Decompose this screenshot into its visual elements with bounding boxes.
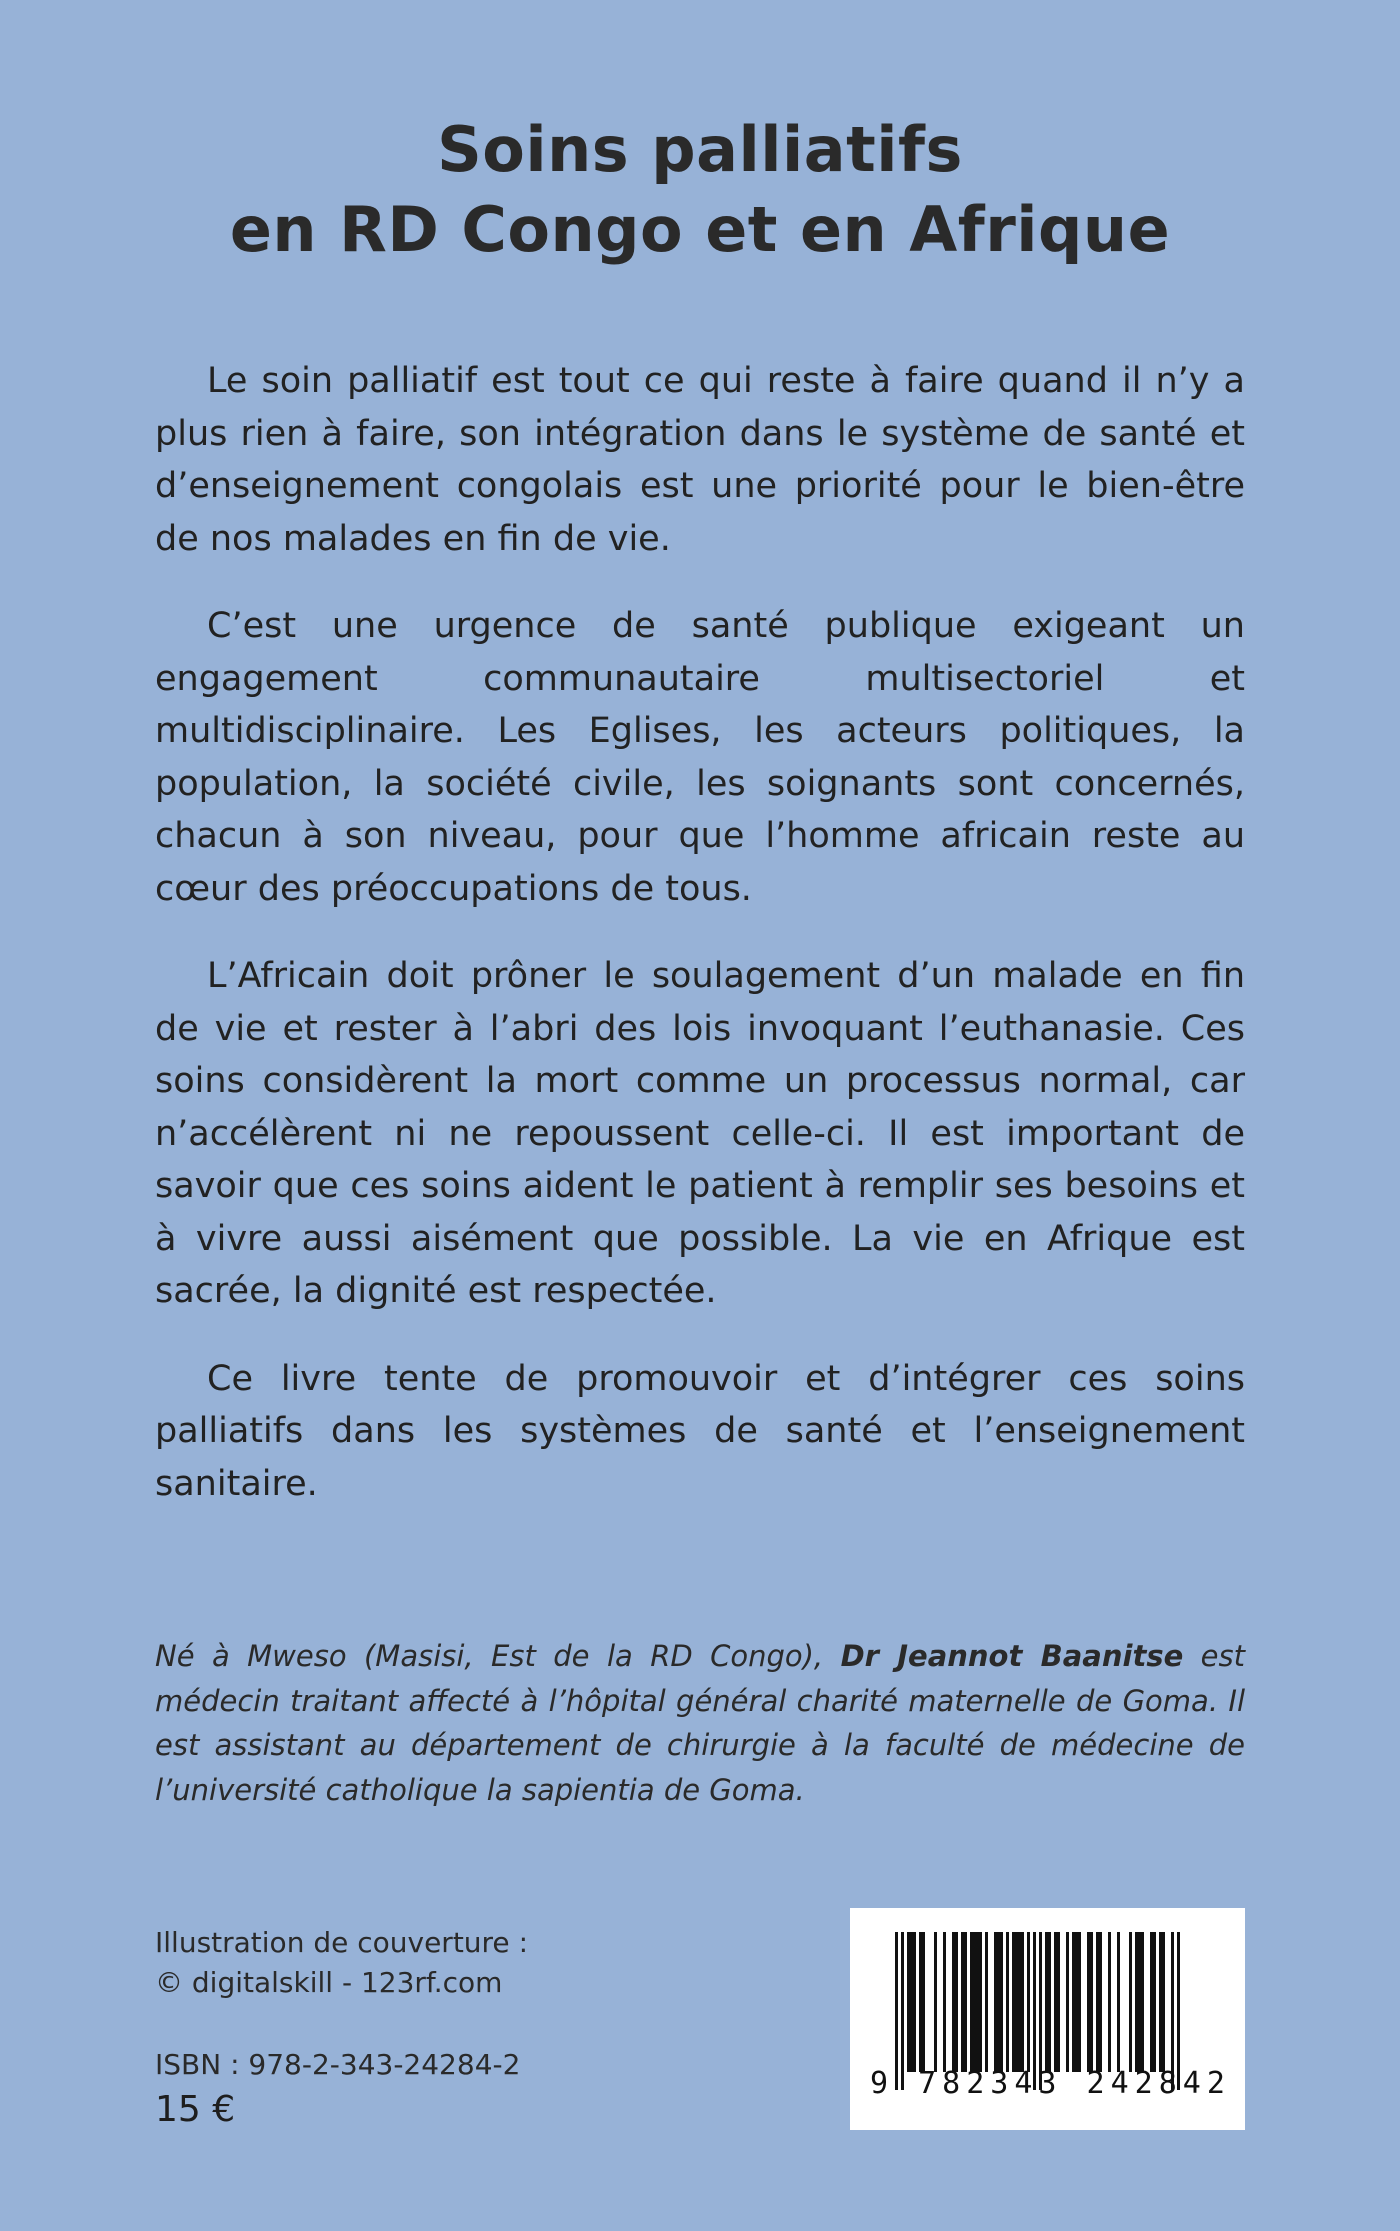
barcode-bar bbox=[1138, 1932, 1141, 2072]
barcode-bar bbox=[1054, 1932, 1057, 2072]
barcode-bar bbox=[1012, 1932, 1015, 2072]
barcode-bar bbox=[1087, 1932, 1090, 2072]
isbn-number: ISBN : 978-2-343-24284-2 bbox=[155, 2048, 521, 2081]
blurb-paragraph-2: C’est une urgence de santé publique exigeant un engagement communautaire multisectoriel et multidisciplinaire. Les Eglises, les acteurs politiques, la population, la société civile, les soignants sont concernés, chacun à son niveau, pour que l’homme africain reste au cœur des préoccupations de tous. bbox=[155, 606, 1245, 909]
credits-source: © digitalskill - 123rf.com bbox=[155, 1966, 503, 1999]
blurb-paragraph-1: Le soin palliatif est tout ce qui reste à faire quand il n’y a plus rien à faire, son intégration dans le système de santé et d’enseignement congolais est une priorité pour le bien-être de nos malades en fin de vie. bbox=[155, 361, 1245, 559]
price-label: 15 € bbox=[155, 2089, 236, 2130]
illustration-credits bbox=[155, 1923, 528, 2003]
barcode-bar bbox=[919, 1932, 922, 2072]
barcode-bar bbox=[1066, 1932, 1069, 2072]
barcode-bar bbox=[1108, 1932, 1111, 2072]
barcode bbox=[850, 1908, 1245, 2130]
back-cover-blurb bbox=[155, 355, 1245, 1545]
barcode-bar bbox=[994, 1932, 997, 2072]
barcode-bar bbox=[1129, 1932, 1132, 2072]
title-line-1: Soins palliatifs bbox=[437, 113, 963, 186]
barcode-bar bbox=[922, 1932, 925, 2072]
barcode-bar bbox=[1153, 1932, 1156, 2072]
barcode-bar bbox=[907, 1932, 910, 2072]
credits-label: Illustration de couverture : bbox=[155, 1926, 528, 1959]
barcode-bar bbox=[943, 1932, 946, 2072]
barcode-bar bbox=[1162, 1932, 1165, 2072]
title-line-2: en RD Congo et en Afrique bbox=[229, 193, 1171, 266]
barcode-bar bbox=[934, 1932, 937, 2072]
blurb-paragraph-4: Ce livre tente de promouvoir et d’intégrer ces soins palliatifs dans les systèmes de santé et l’enseignement sanitaire. bbox=[155, 1358, 1245, 1504]
barcode-bar bbox=[985, 1932, 988, 2072]
barcode-bar bbox=[1015, 1932, 1018, 2072]
barcode-bar bbox=[1090, 1932, 1093, 2072]
barcode-bar bbox=[1099, 1932, 1102, 2072]
barcode-bar bbox=[979, 1932, 982, 2072]
barcode-bar bbox=[1045, 1932, 1048, 2072]
bio-rest: est médecin traitant affecté à l’hôpital général charité maternelle de Goma. Il est assistant au département de chirurgie à la faculté de médecine de l’université catholique la sapientia de Goma. bbox=[155, 1639, 1246, 1807]
barcode-bar bbox=[1027, 1932, 1030, 2072]
barcode-bar bbox=[1141, 1932, 1144, 2072]
barcode-bar bbox=[952, 1932, 955, 2072]
barcode-bar bbox=[973, 1932, 976, 2072]
barcode-bar bbox=[1159, 1932, 1162, 2072]
barcode-bar bbox=[970, 1932, 973, 2072]
barcode-bar bbox=[1096, 1932, 1099, 2072]
barcode-bar bbox=[1135, 1932, 1138, 2072]
author-name: Dr Jeannot Baanitse bbox=[840, 1639, 1184, 1673]
barcode-bar bbox=[1057, 1932, 1060, 2072]
barcode-bar bbox=[913, 1932, 916, 2072]
barcode-bar bbox=[955, 1932, 958, 2072]
book-title bbox=[0, 110, 1400, 270]
barcode-bar bbox=[1000, 1932, 1003, 2072]
barcode-bar bbox=[1078, 1932, 1081, 2072]
barcode-bar bbox=[1021, 1932, 1024, 2072]
barcode-bar bbox=[1048, 1932, 1051, 2072]
barcode-bar bbox=[1117, 1932, 1120, 2072]
author-bio bbox=[155, 1634, 1245, 1812]
barcode-bar bbox=[1075, 1932, 1078, 2072]
barcode-digits: 9 782343 242842 bbox=[870, 2066, 1231, 2101]
barcode-bar bbox=[1072, 1932, 1075, 2072]
bio-intro: Né à Mweso (Masisi, Est de la RD Congo), bbox=[155, 1639, 841, 1673]
barcode-bar bbox=[976, 1932, 979, 2072]
barcode-bar bbox=[910, 1932, 913, 2072]
barcode-bar bbox=[1006, 1932, 1009, 2072]
barcode-bar bbox=[964, 1932, 967, 2072]
barcode-bar bbox=[1018, 1932, 1021, 2072]
blurb-paragraph-3: L’Africain doit prôner le soulagement d’un malade en fin de vie et rester à l’abri des lois invoquant l’euthanasie. Ces soins considèrent la mort comme un processus normal, car n’accélèrent ni ne repoussent celle-ci. Il est important de savoir que ces soins aident le patient à remplir ses besoins et à vivre aussi aisément que possible. La vie en Afrique est sacrée, la dignité est respectée. bbox=[155, 956, 1245, 1311]
barcode-bar bbox=[961, 1932, 964, 2072]
barcode-bar bbox=[997, 1932, 1000, 2072]
barcode-bar bbox=[1150, 1932, 1153, 2072]
